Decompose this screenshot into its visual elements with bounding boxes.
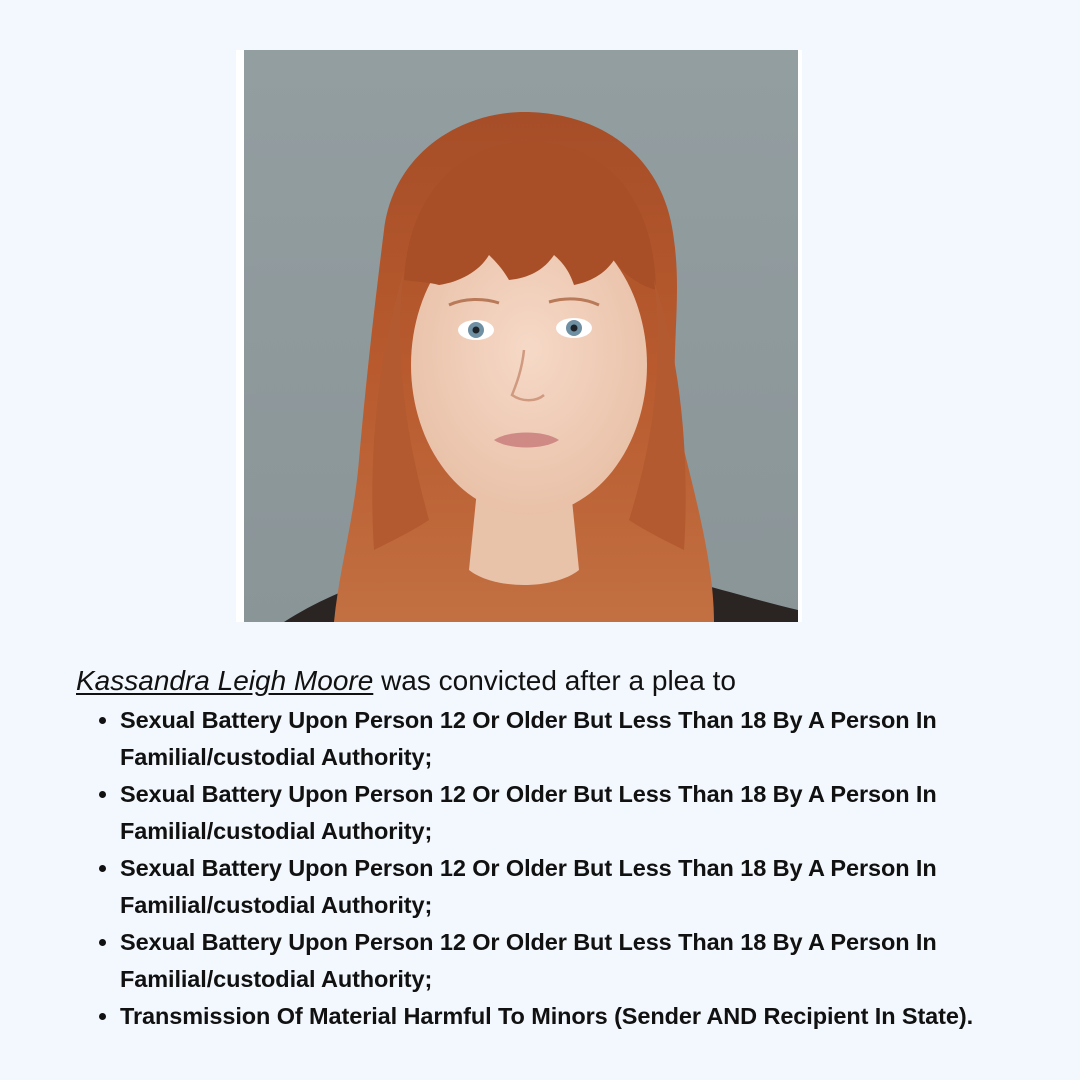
- portrait-illustration: [244, 50, 798, 622]
- charge-item: • Sexual Battery Upon Person 12 Or Older But Less Than 18 By A Person In Familial/custodial Authority;: [120, 924, 1016, 998]
- charge-item: • Sexual Battery Upon Person 12 Or Older But Less Than 18 By A Person In Familial/custodial Authority;: [120, 702, 1016, 776]
- charge-item: • Sexual Battery Upon Person 12 Or Older But Less Than 18 By A Person In Familial/custodial Authority;: [120, 850, 1016, 924]
- conviction-summary: [76, 660, 1016, 1035]
- subject-name: Kassandra Leigh Moore: [76, 665, 374, 696]
- charge-item: • Sexual Battery Upon Person 12 Or Older But Less Than 18 By A Person In Familial/custodial Authority;: [120, 776, 1016, 850]
- mugshot-frame: [236, 50, 802, 622]
- intro-suffix: was convicted after a plea to: [373, 665, 736, 696]
- intro-sentence: [76, 660, 1016, 702]
- charge-item: • Transmission Of Material Harmful To Minors (Sender AND Recipient In State).: [120, 998, 1016, 1035]
- charges-list: [76, 702, 1016, 1035]
- mugshot-photo: [244, 50, 798, 622]
